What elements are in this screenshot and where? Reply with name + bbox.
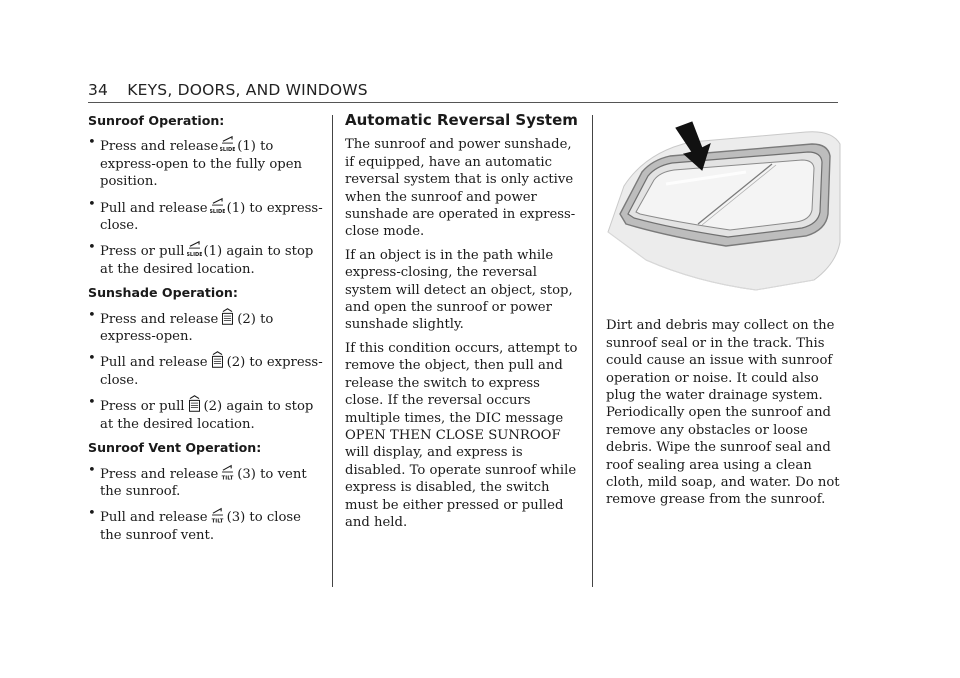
slide-switch-icon	[187, 239, 202, 259]
paragraph: Dirt and debris may collect on the sunroof seal or in the track. This could cause an issue with sunroof operation or noise. It could also plug the water drainage system. Periodically open the sunroof and remove any obstacles or loose debris. Wipe the sunroof seal and roof sealing area using a clean cloth, mild soap, and water. Do not remove grease from the sunroof.	[606, 318, 840, 508]
tilt-switch-icon	[210, 505, 225, 525]
header-rule	[88, 102, 838, 103]
column-left	[88, 112, 324, 550]
list-item: • Pull and release (2) to express-close.	[88, 351, 323, 388]
list-item: • Press and release (3) to vent the sunroof.	[88, 462, 307, 499]
list-item: • Press and release (1) to express-open to the fully open position.	[88, 135, 303, 190]
column-divider	[332, 115, 333, 587]
sunroof-operation-heading: Sunroof Operation:	[88, 113, 225, 128]
sunshade-switch-icon	[210, 350, 225, 370]
list-item: • Press or pull (1) again to stop at the desired location.	[88, 240, 314, 277]
tilt-switch-icon	[220, 462, 235, 482]
page-header	[88, 81, 368, 99]
sunroof-operation-list	[88, 134, 324, 278]
slide-switch-icon	[210, 196, 225, 216]
column-right	[606, 112, 842, 515]
list-item: • Press and release (2) to express-open.	[88, 307, 274, 345]
sunshade-operation-list	[88, 307, 324, 433]
sunroof-illustration	[606, 114, 842, 304]
slide-switch-icon	[220, 134, 235, 154]
section-title: KEYS, DOORS, AND WINDOWS	[127, 81, 368, 99]
sunshade-switch-icon	[187, 394, 202, 414]
column-divider	[592, 115, 593, 587]
sunshade-operation-heading: Sunshade Operation:	[88, 285, 238, 301]
list-item: • Press or pull (2) again to stop at the desired location.	[88, 395, 314, 432]
paragraph: If an object is in the path while express-closing, the reversal system will detect an object, stop, and open the sunroof or power sunshade slightly.	[345, 247, 573, 333]
paragraph: If this condition occurs, attempt to remove the object, then pull and release the switch to express close. If the reversal occurs multiple times, the DIC message OPEN THEN CLOSE SUNROOF will display, and express is disabled. To operate sunroof while express is disabled, the switch must be either pressed or pulled and held.	[345, 340, 578, 530]
page-number: 34	[88, 81, 109, 99]
column-middle	[345, 112, 581, 537]
list-item: • Pull and release (1) to express-close.	[88, 196, 323, 234]
sunshade-switch-icon	[220, 307, 235, 327]
vent-operation-heading: Sunroof Vent Operation:	[88, 440, 262, 456]
list-item: • Pull and release (3) to close the sunroof vent.	[88, 506, 301, 543]
paragraph: The sunroof and power sunshade, if equipped, have an automatic reversal system that is only active when the sunroof and power sunshade are operated in express-close mode.	[345, 137, 576, 240]
vent-operation-list	[88, 462, 324, 545]
automatic-reversal-heading: Automatic Reversal System	[345, 111, 578, 129]
